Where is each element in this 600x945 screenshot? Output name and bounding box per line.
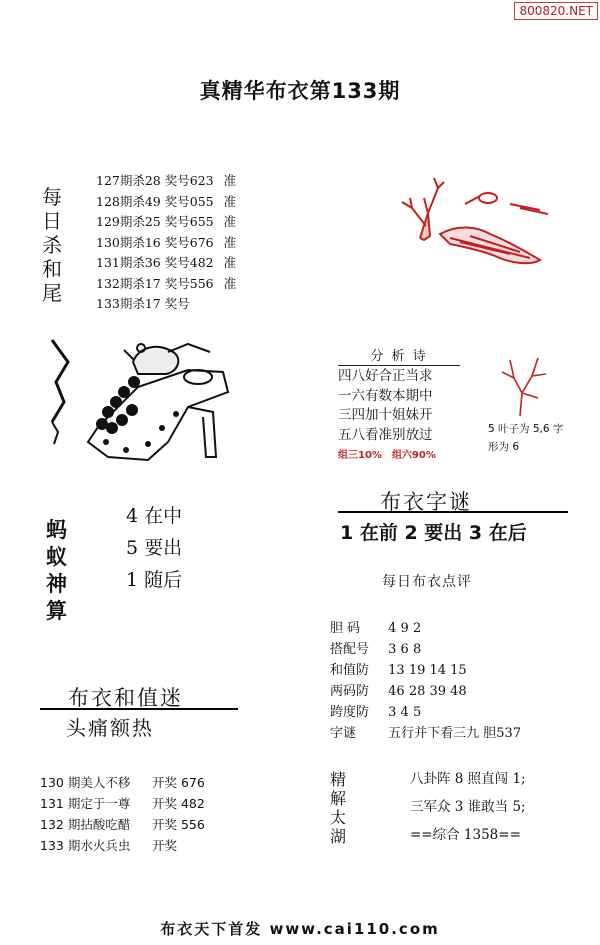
stat-value: 五行并下看三九 胆537 bbox=[388, 726, 522, 741]
history-result: 开奖 556 bbox=[152, 817, 205, 832]
analysis-groups bbox=[338, 446, 460, 461]
analysis-poem bbox=[338, 345, 460, 461]
stat-label: 搭配号 bbox=[330, 642, 370, 657]
history-issue: 132 期拈酸吃醋 bbox=[40, 817, 131, 832]
daily-kill-mark: 准 bbox=[223, 255, 237, 270]
stat-value: 3 6 8 bbox=[388, 642, 422, 657]
daily-kill-row bbox=[96, 192, 236, 213]
leaf-note-line: 5 叶子为 5,6 字 bbox=[488, 423, 564, 435]
footer-site-link[interactable]: 布衣天下首发 www.cai110.com bbox=[160, 920, 440, 938]
stat-row bbox=[330, 660, 521, 681]
jing-jie-line: ==综合 1358== bbox=[410, 827, 521, 843]
history-issue: 130 期美人不移 bbox=[40, 775, 131, 790]
daily-stats bbox=[330, 618, 521, 744]
group-six-ratio: 组六90% bbox=[391, 450, 436, 461]
daily-kill-row bbox=[96, 294, 236, 315]
ant-calc-line: 4 在中 bbox=[126, 505, 183, 527]
daily-kill-row bbox=[96, 233, 236, 254]
ant-calc-label: 蚂蚁神算 bbox=[46, 518, 67, 623]
history-issue: 131 期定于一尊 bbox=[40, 796, 131, 811]
history-result: 开奖 bbox=[152, 838, 178, 853]
ant-calc-line: 1 随后 bbox=[126, 569, 183, 591]
analysis-poem-title: 分 析 诗 bbox=[338, 345, 460, 366]
stat-label: 和值防 bbox=[330, 663, 370, 678]
daily-kill-mark: 准 bbox=[223, 173, 237, 188]
daily-kill-row bbox=[96, 171, 236, 192]
poem-line: 三四加十姐妹开 bbox=[338, 407, 433, 423]
daily-kill-mark: 准 bbox=[223, 275, 237, 291]
stat-row bbox=[330, 681, 521, 702]
jing-jie-line: 三军众 3 谁敢当 5; bbox=[410, 799, 526, 815]
group-three-ratio: 组三10% bbox=[338, 450, 382, 461]
history-row bbox=[40, 835, 205, 856]
stat-value: 4 9 2 bbox=[388, 621, 422, 636]
poem-line: 五八看准别放过 bbox=[338, 426, 433, 443]
stat-row bbox=[330, 702, 521, 723]
page-title: 真精华布衣第133期 bbox=[199, 79, 401, 103]
sum-riddle-divider bbox=[40, 708, 238, 710]
leaf-note-line: 形为 6 bbox=[488, 441, 520, 453]
daily-comment-title: 每日布衣点评 bbox=[382, 574, 472, 590]
ant-calc-list bbox=[126, 500, 182, 596]
daily-kill-row bbox=[96, 212, 236, 233]
history-row bbox=[40, 772, 205, 793]
stat-value: 46 28 39 48 bbox=[388, 684, 467, 699]
stat-row bbox=[330, 723, 521, 744]
sum-riddle-title: 布衣和值迷 bbox=[68, 686, 183, 710]
history-result: 开奖 482 bbox=[152, 796, 205, 811]
site-watermark: 800820.NET bbox=[514, 2, 598, 20]
riddle-answer: 1 在前 2 要出 3 在后 bbox=[340, 522, 527, 544]
jing-jie-line: 八卦阵 8 照直闯 1; bbox=[410, 771, 526, 787]
history-row bbox=[40, 814, 205, 835]
daily-kill-text: 131期杀36 奖号482 bbox=[96, 255, 214, 270]
stat-label: 字谜 bbox=[330, 726, 357, 741]
history-result: 开奖 676 bbox=[152, 775, 205, 790]
daily-kill-text: 132期杀17 奖号556 bbox=[96, 275, 214, 291]
daily-kill-list bbox=[96, 171, 236, 315]
stat-row bbox=[330, 618, 521, 639]
stat-label: 跨度防 bbox=[330, 705, 370, 720]
daily-kill-mark: 准 bbox=[223, 214, 237, 229]
ant-calc-line: 5 要出 bbox=[126, 537, 183, 559]
history-list bbox=[40, 772, 205, 856]
history-issue: 133 期水火兵虫 bbox=[40, 838, 131, 853]
daily-kill-text: 128期杀49 奖号055 bbox=[96, 193, 214, 209]
daily-kill-text: 129期杀25 奖号655 bbox=[96, 214, 214, 229]
stat-value: 3 4 5 bbox=[388, 705, 422, 720]
stat-label: 两码防 bbox=[330, 684, 370, 699]
daily-kill-text: 127期杀28 奖号623 bbox=[96, 173, 214, 188]
stat-row bbox=[330, 639, 521, 660]
daily-kill-text: 130期杀16 奖号676 bbox=[96, 234, 214, 250]
jing-jie-label: 精解太湖 bbox=[330, 770, 347, 846]
daily-kill-label: 每日杀和尾 bbox=[42, 185, 62, 305]
leaf-tree-illustration bbox=[490, 348, 560, 418]
daily-kill-mark: 准 bbox=[223, 193, 237, 209]
stat-label: 胆 码 bbox=[330, 621, 361, 636]
riddle-divider bbox=[338, 511, 568, 513]
daily-kill-row bbox=[96, 274, 236, 295]
daily-kill-text: 133期杀17 奖号 bbox=[96, 296, 190, 311]
daily-kill-mark: 准 bbox=[223, 234, 237, 250]
sum-riddle-answer: 头痛额热 bbox=[66, 716, 154, 740]
poem-line: 一六有数本期中 bbox=[338, 387, 433, 404]
tree-river-illustration bbox=[390, 168, 565, 283]
poem-line: 四八好合正当求 bbox=[338, 368, 433, 384]
leaf-note bbox=[488, 420, 563, 456]
jing-jie-lines bbox=[410, 765, 526, 849]
mouse-shovel-illustration bbox=[38, 332, 238, 470]
daily-kill-row bbox=[96, 253, 236, 274]
riddle-title: 布衣字谜 bbox=[380, 490, 472, 514]
history-row bbox=[40, 793, 205, 814]
stat-value: 13 19 14 15 bbox=[388, 663, 467, 678]
